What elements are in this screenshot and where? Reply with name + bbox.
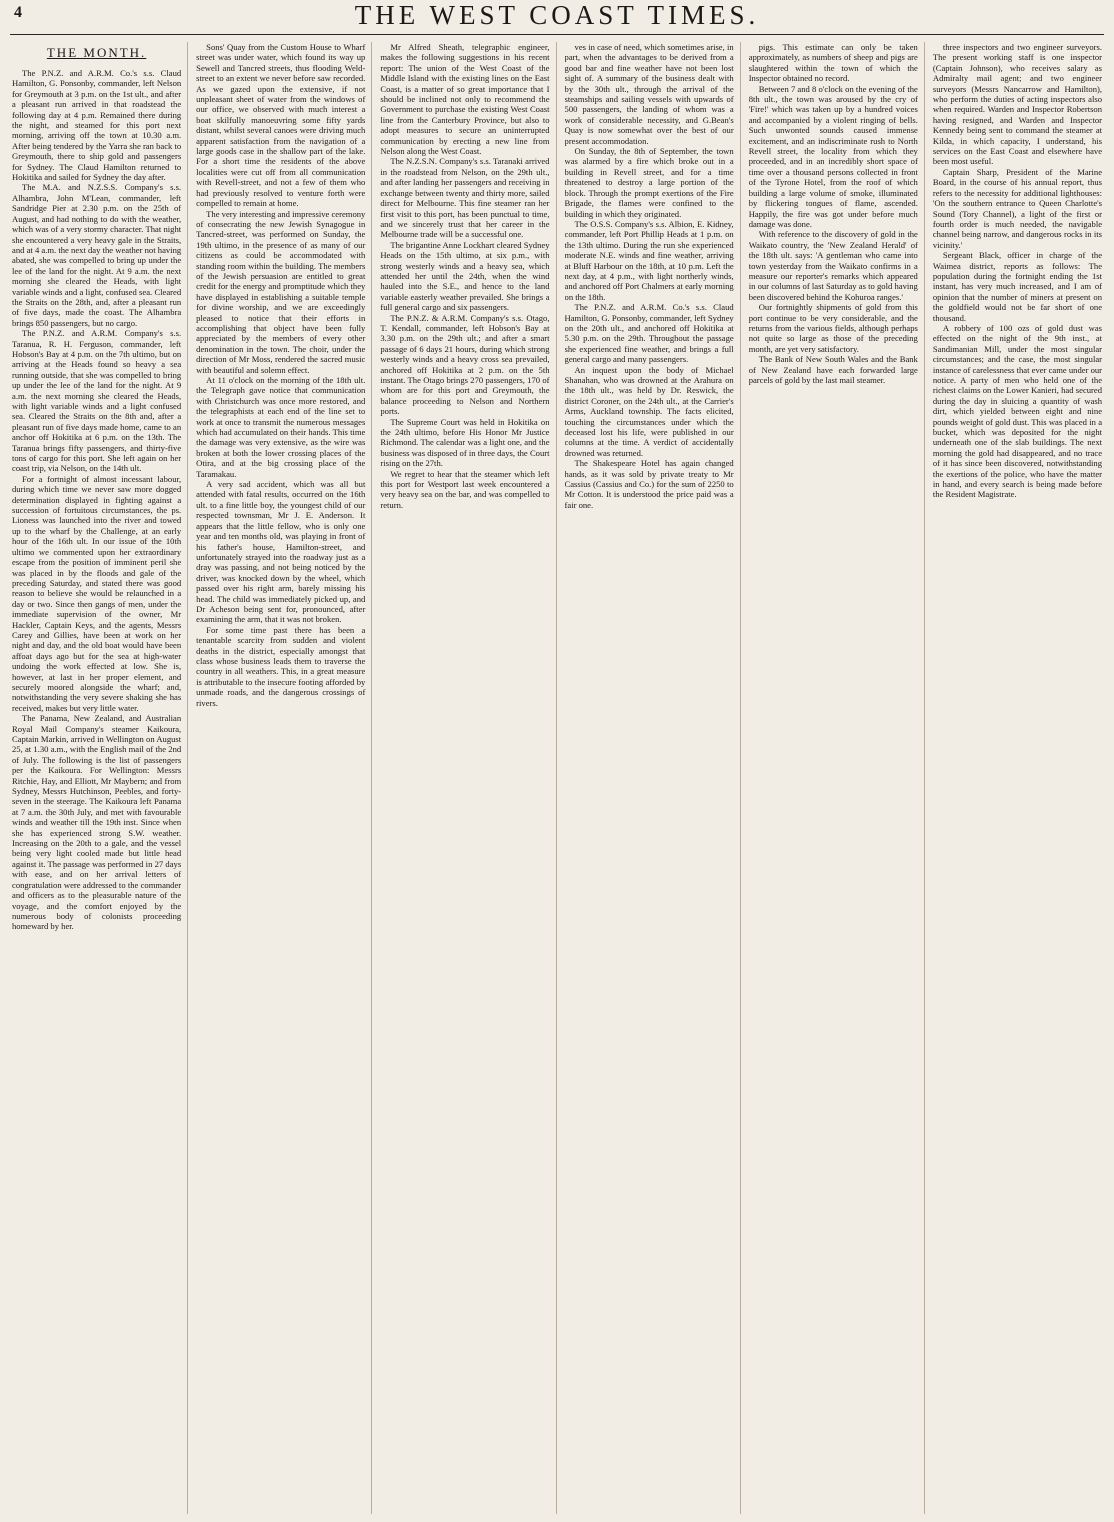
column-3 [380, 42, 556, 1514]
article-paragraph: The P.N.Z. and A.R.M. Co.'s s.s. Claud Hamilton, G. Ponsonby, commander, left Nelson for Greymouth at 3 p.m. on the 1st ult., and after a pleasant run arrived in that roadstead the following day at 4 p.m. Remained there during the night, and steamed for this port next morning, arriving off the town at 10.30 a.m. After being tendered by the Yarra she ran back to Greymouth, there to ship gold and passengers for Sydney. The Claud Hamilton returned to Hokitika and sailed for Sydney the day after. [12, 68, 182, 183]
article-paragraph: The P.N.Z. & A.R.M. Company's s.s. Otago, T. Kendall, commander, left Hobson's Bay at 3.30 p.m. on the 29th ult.; and after a smart passage of 6 days 21 hours, during which strong westerly winds and a heavy cross sea prevailed, anchored off Hokitika at 2 p.m. on the 5th instant. The Otago brings 270 passengers, 170 of whom are for this port and Greymouth, the balance proceeding to Nelson and Northern ports. [380, 312, 550, 417]
article-paragraph: pigs. This estimate can only be taken approximately, as numbers of sheep and pigs are slaughtered within the town of which the Inspector obtained no record. [748, 42, 918, 84]
column-2 [196, 42, 372, 1514]
article-paragraph: ves in case of need, which sometimes arise, in part, when the advantages to be derived from a good bar and fine weather have not been lost sight of. A summary of the business dealt with by the 30th ult., through the arrival of the steamships and sailing vessels with upwards of 500 passengers, the landing of whom was a work of considerable necessity, and G.Bean's Quay is now somewhat over the best of our present accommodation. [564, 42, 734, 146]
article-paragraph: The M.A. and N.Z.S.S. Company's s.s. Alhambra, John M'Lean, commander, left Sandridge Pier at 2.30 p.m. on the 25th of August, and had nothing to do with the weather, which was of a very stormy character. That night she encountered a very heavy gale in the Straits, and at 4 a.m. the next day the weather not having abated, she was compelled to bring up under the lee of the land for the night. At 9 a.m. the next morning she cleared the Heads, with light variable winds and a light, confused sea. Cleared the Straits on the 28th, and, after a pleasant run of five days, made the coast. The Alhambra brings 850 passengers, but no cargo. [12, 182, 182, 328]
article-paragraph: At 11 o'clock on the morning of the 18th ult. the Telegraph gave notice that communication with Christchurch was once more restored, and the telegraphists at each end of the line set to work at once to transmit the numerous messages which had accumulated on their hands. This time the damage was very extensive, as the wire was broken at both the lower crossing places of the Otira, and at the big crossing place of the Taramakau. [196, 375, 366, 479]
article-paragraph: A robbery of 100 ozs of gold dust was effected on the night of the 9th inst., at Sandimanian Mill, under the most singular circumstances; and the case, the most singular instance of carelessness that ever came under our notice. A party of men who held one of the richest claims on the Lower Kanieri, had secured during the day in sluicing a quantity of wash dirt, which yielded between eight and nine pounds weight of gold dust. This was placed in a bucket, which was deposited for the night underneath one of the slab buildings. The next morning the gold had disappeared, and no trace of it has since been discovered, notwithstanding the exertions of the police, who have the matter in hand, and every search is being made before the Resident Magistrate. [932, 322, 1102, 500]
article-paragraph: Between 7 and 8 o'clock on the evening of the 8th ult., the town was aroused by the cry of 'Fire!' which was taken up by a hundred voices and accompanied by a violent ringing of bells. Such unwonted sounds caused immense excitement, and an indiscriminate rush to North Revell street, the locality from which they proceeded, and in an incredibly short space of time over a thousand persons collected in front of the Tyrone Hotel, from the roof of which building a large volume of smoke, illuminated by flickering tongues of flame, ascended. Happily, the fire was got under before much damage was done. [748, 83, 918, 229]
article-paragraph: Mr Alfred Sheath, telegraphic engineer, makes the following suggestions in his recent report: The union of the West Coast of the Middle Island with the existing lines on the East Coast, is a matter of so great importance that I should be inclined not only to recommend the Government to purchase the existing West Coast line from the Canterbury Province, but also to adopt measures to secure an uninterrupted communication by erecting a new line from Nelson along the West Coast. [380, 42, 550, 157]
article-paragraph: The P.N.Z. and A.R.M. Company's s.s. Taranua, R. H. Ferguson, commander, left Hobson's Bay at 4 p.m. on the 7th ultimo, but on arriving at the Heads found so heavy a sea running outside, that she was compelled to bring up under the lee of the land for the night. At 9 a.m. the next morning she cleared the Heads, with light variable winds and a light confused sea. Cleared the Straits on the 8th and, after a pleasant run of five days made home, came to an anchor off Hokitika at 6 p.m. on the 13th. The Taranua brings fifty passengers, and thirty-five tons of cargo for this port. She left again on her coast trip, via Nelson, on the 14th ult. [12, 328, 182, 474]
article-paragraph: A very sad accident, which was all but attended with fatal results, occurred on the 16th ult. to a fine little boy, the youngest child of our respected townsman, Mr J. E. Anderson. It appears that the little fellow, who is only one year and ten months old, was playing in front of his father's house, Hamilton-street, and unfortunately strayed into the roadway just as a dray was passing, and not being noticed by the driver, was knocked down by the wheel, which passed over his right arm, barely missing his head. The child was immediately picked up, and Dr Acheson being sent for, pronounced, after examining the arm, that it was not broken. [196, 479, 366, 625]
newspaper-title: THE WEST COAST TIMES. [354, 0, 760, 30]
article-paragraph: The O.S.S. Company's s.s. Albion, E. Kidney, commander, left Port Phillip Heads at 1 p.m. on the 13th ultimo. During the run she experienced moderate N.E. winds and fine weather, arriving at Bluff Harbour on the 18th, at 10 p.m. Left the next day, at 4 p.m., with light northerly winds, and anchored off Port Chalmers at early morning on the 18th. [564, 218, 734, 302]
column-1 [12, 42, 188, 1514]
masthead [0, 0, 1114, 34]
article-paragraph: We regret to hear that the steamer which left this port for Westport last week encountered a very heavy sea on the bar, and was compelled to return. [380, 468, 550, 510]
masthead-rule [10, 34, 1104, 35]
article-paragraph: The very interesting and impressive ceremony of consecrating the new Jewish Synagogue in Tancred-street, was performed on Sunday, the 19th ultimo, in the presence of as many of our citizens as could be accommodated with standing room within the building. The members of the Jewish persuasion are entitled to great credit for the energy and promptitude which they have displayed in establishing a suitable temple for divine worship, and we are exceedingly pleased to notice that their efforts in accomplishing that object have been fully appreciated by the members of every other denomination in the town. The choir, under the direction of Mr Moss, rendered the sacred music with beautiful and solemn effect. [196, 208, 366, 375]
article-paragraph: Captain Sharp, President of the Marine Board, in the course of his annual report, thus refers to the necessity for additional lighthouses: 'On the southern entrance to Queen Charlotte's Sound (Tory Channel), a light of the first or fourth order is much needed, the navigable channel being narrow, and dangerous rocks in its vicinity.' [932, 166, 1102, 250]
article-paragraph: The brigantine Anne Lockhart cleared Sydney Heads on the 15th ultimo, at six p.m., with strong westerly winds and a heavy sea, which attended her until the 24th, when the wind hauled into the S.E., and hence to the land variable easterly weather prevailed. She brings a full general cargo and six passengers. [380, 239, 550, 313]
article-paragraph: An inquest upon the body of Michael Shanahan, who was drowned at the Arahura on the 18th ult., was held by Dr. Reswick, the district Coroner, on the 24th ult., at the Carrier's Arms, Auckland township. The facts elicited, touching the circumstances under which the deceased lost his life, were published in our columns at the time. A verdict of accidentally drowned was returned. [564, 364, 734, 458]
article-paragraph: Sergeant Black, officer in charge of the Waimea district, reports as follows: The population during the fortnight ending the 1st instant, has very much increased, and I am of opinion that the number of miners at present on the goldfield would not be far short of one thousand. [932, 250, 1102, 323]
article-paragraph: The Supreme Court was held in Hokitika on the 24th ultimo, before His Honor Mr Justice Richmond. The calendar was a light one, and the business was disposed of in three days, the Court rising on the 27th. [380, 416, 550, 469]
article-paragraph: The Panama, New Zealand, and Australian Royal Mail Company's steamer Kaikoura, Captain Markin, arrived in Wellington on August 25, at 1.30 a.m., with the English mail of the 2nd of July. The following is the list of passengers per the Kaikoura. For Wellington: Messrs Ritchie, Hay, and Elliott, Mr Maybern; and from Sydney, Messrs Hutchinson, Peebles, and forty-seven in the steerage. The Kaikoura left Panama at 7 a.m. the 30th July, and met with favourable winds and weather till the 19th inst. Since when she has experienced strong S.W. weather. Increasing on the 20th to a gale, and the vessel being very light cooled made but little head against it. The passage was performed in 27 days with ease, and on her arrival letters of congratulation were addressed to the commander and officers as to the pleasurable nature of the voyage, and the comfort enjoyed by the numerous body of colonists proceeding homeward by her. [12, 713, 182, 932]
article-paragraph: For some time past there has been a tenantable scarcity from sudden and violent deaths in the district, especially amongst that class whose business leads them to traverse the country in all weathers. This, in a great measure is attributable to the insecure footing afforded by unmade roads, and the dangerous crossings of rivers. [196, 624, 366, 708]
article-paragraph: For a fortnight of almost incessant labour, during which time we never saw more dogged determination displayed in fighting against a succession of fortuitous circumstances, the ps. Lioness was launched into the river and towed up to the wharf by the Challenge, at an early hour of the 16th ult. In our issue of the 10th ultimo we commented upon her extraordinary escape from the position of imminent peril she was placed in by the floods and gale of the preceding Saturday, and stated there was good reason to believe she would be relaunched in a day or two. Since then gangs of men, under the immediate supervision of the owner, Mr Hackler, Captain Keys, and the agents, Messrs Carey and Gillies, have been at work on her night and day, and the old boat would have been affoat days ago but for the sea at high-water undoing the work effected at low. She is, however, at last in her proper element, and securely moored alongside the wharf; and, notwithstanding the very severe shaking she has received, makes but very little water. [12, 473, 182, 713]
article-paragraph: three inspectors and two engineer surveyors. The present working staff is one inspector (Captain Johnson), who receives salary as Admiralty mail agent; and two engineer surveyors (Messrs Nancarrow and Hamilton), who perform the duties of acting inspectors also when required. Warden and Inspector Robertson having resigned, and Warden and Inspector Kennedy being sent to command the steamer at Kilda, in which capacity, I understand, his services on the East Coast and elsewhere have been most useful. [932, 42, 1102, 167]
article-paragraph: With reference to the discovery of gold in the Waikato country, the 'New Zealand Herald' of the 18th ult. says: 'A gentleman who came into town yesterday from the Waikato confirms in a measure our reporter's remarks which appeared in our columns of last Saturday as to gold having been discovered behind the Kohuroa ranges.' [748, 229, 918, 302]
page-number: 4 [14, 4, 23, 21]
article-columns [12, 42, 1102, 1514]
article-paragraph: The P.N.Z. and A.R.M. Co.'s s.s. Claud Hamilton, G. Ponsonby, commander, left Sydney on the 20th ult., and anchored off Hokitika at 5.30 p.m. on the 29th. Throughout the passage she experienced fine weather, and brings a full general cargo and many passengers. [564, 302, 734, 365]
article-paragraph: The N.Z.S.N. Company's s.s. Taranaki arrived in the roadstead from Nelson, on the 29th ult., and after landing her passengers and receiving in exchange between twenty and thirty more, sailed direct for Melbourne. This fine steamer ran her first visit to this port, has been punctual to time, and we sincerely trust that her career in the Melbourne trade will be a successful one. [380, 156, 550, 240]
article-paragraph: Our fortnightly shipments of gold from this port continue to be very considerable, and the returns from the various fields, although perhaps not quite so large as those of the preceding month, are yet very satisfactory. [748, 302, 918, 354]
article-paragraph: The Shakespeare Hotel has again changed hands, as it was sold by private treaty to Mr Cassius (Cassius and Co.) for the sum of 2250 to Mr Cotton. It is understood the price paid was a fair one. [564, 458, 734, 510]
article-paragraph: Sons' Quay from the Custom House to Wharf street was under water, which found its way up Sewell and Tancred streets, thus flooding Weld-street to an extent we never before saw recorded. As we gazed upon the extensive, if not unpleasant sheet of water from the windows of our office, we observed with much interest a boat skilfully manoeuvring some fifty yards distant, whilst several canoes were driving much apparent satisfaction from the navigation of a large goods case in the shallow part of the lake. For a short time the residents of the above localities were cut off from all communication with Revell-street, and not a few of them who had previously resolved to venture forth were compelled to remain at home. [196, 42, 366, 209]
article-paragraph: The Bank of New South Wales and the Bank of New Zealand have each forwarded large parcels of gold by the last mail steamer. [748, 354, 918, 385]
column-5 [749, 42, 925, 1514]
column-4 [565, 42, 741, 1514]
article-paragraph: On Sunday, the 8th of September, the town was alarmed by a fire which broke out in a building in Revell street, and for a time threatened to destroy a large portion of the block. Through the prompt exertions of the Fire Brigade, the flames were confined to the building in which they originated. [564, 146, 734, 219]
column-6 [933, 42, 1102, 1514]
section-heading: THE MONTH. [46, 45, 147, 60]
